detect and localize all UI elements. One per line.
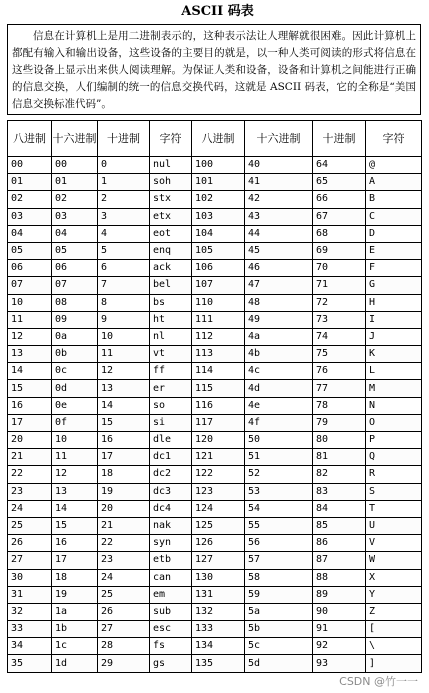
table-row bbox=[8, 483, 422, 500]
table-cell: 25 bbox=[8, 517, 52, 534]
table-cell: soh bbox=[150, 174, 192, 191]
table-cell: 121 bbox=[192, 449, 245, 466]
table-cell: 59 bbox=[245, 586, 313, 603]
table-row bbox=[8, 191, 422, 208]
table-row bbox=[8, 552, 422, 569]
table-cell: 132 bbox=[192, 603, 245, 620]
table-cell: nul bbox=[150, 157, 192, 174]
table-cell: 45 bbox=[245, 242, 313, 259]
table-cell: O bbox=[366, 414, 422, 431]
table-cell: dc1 bbox=[150, 449, 192, 466]
table-row bbox=[8, 328, 422, 345]
table-row bbox=[8, 466, 422, 483]
table-cell: 49 bbox=[245, 311, 313, 328]
table-row bbox=[8, 380, 422, 397]
table-cell: sub bbox=[150, 603, 192, 620]
table-row bbox=[8, 603, 422, 620]
table-cell: nak bbox=[150, 517, 192, 534]
table-cell: 32 bbox=[8, 603, 52, 620]
table-cell: dle bbox=[150, 432, 192, 449]
table-row bbox=[8, 174, 422, 191]
column-header: 十六进制 bbox=[52, 121, 98, 157]
table-cell: 112 bbox=[192, 328, 245, 345]
table-cell: 57 bbox=[245, 552, 313, 569]
table-cell: 93 bbox=[313, 655, 366, 672]
intro-paragraph: 信息在计算机上是用二进制表示的，这种表示法让人理解就很困难。因此计算机上都配有输入和输出设备，这些设备的主要目的就是，以一种人类可阅读的形式将信息在这些设备上显示出来供人阅读理解。为保证人类和设备，设备和计算机之间能进行正确的信息交换，人们编制的统一的信息交换代码，这就是 ASCII 码表，它的全称是“美国信息交换标准代码”。 bbox=[7, 24, 421, 115]
table-cell: 15 bbox=[8, 380, 52, 397]
table-cell: 40 bbox=[245, 157, 313, 174]
table-cell: 83 bbox=[313, 483, 366, 500]
table-cell: 2 bbox=[98, 191, 150, 208]
table-cell: ht bbox=[150, 311, 192, 328]
table-cell: 89 bbox=[313, 586, 366, 603]
table-cell: E bbox=[366, 242, 422, 259]
table-cell: 07 bbox=[8, 277, 52, 294]
table-cell: 16 bbox=[98, 432, 150, 449]
table-cell: N bbox=[366, 397, 422, 414]
table-cell: 15 bbox=[98, 414, 150, 431]
table-cell: 67 bbox=[313, 208, 366, 225]
table-cell: 23 bbox=[8, 483, 52, 500]
table-cell: U bbox=[366, 517, 422, 534]
table-cell: 4a bbox=[245, 328, 313, 345]
table-cell: si bbox=[150, 414, 192, 431]
table-cell: 43 bbox=[245, 208, 313, 225]
table-cell: 73 bbox=[313, 311, 366, 328]
table-cell: 5 bbox=[98, 242, 150, 259]
table-cell: bs bbox=[150, 294, 192, 311]
table-row bbox=[8, 208, 422, 225]
table-cell: er bbox=[150, 380, 192, 397]
table-cell: 74 bbox=[313, 328, 366, 345]
table-cell: 4e bbox=[245, 397, 313, 414]
table-cell: M bbox=[366, 380, 422, 397]
table-cell: 5d bbox=[245, 655, 313, 672]
table-cell: 06 bbox=[8, 260, 52, 277]
table-cell: 04 bbox=[52, 225, 98, 242]
table-cell: 7 bbox=[98, 277, 150, 294]
table-cell: S bbox=[366, 483, 422, 500]
table-cell: enq bbox=[150, 242, 192, 259]
table-cell: T bbox=[366, 500, 422, 517]
table-cell: [ bbox=[366, 621, 422, 638]
table-cell: 03 bbox=[8, 208, 52, 225]
table-cell: 13 bbox=[98, 380, 150, 397]
table-cell: 29 bbox=[98, 655, 150, 672]
table-cell: 31 bbox=[8, 586, 52, 603]
table-cell: 92 bbox=[313, 638, 366, 655]
table-row bbox=[8, 500, 422, 517]
table-cell: 100 bbox=[192, 157, 245, 174]
table-row bbox=[8, 311, 422, 328]
table-cell: dc2 bbox=[150, 466, 192, 483]
table-cell: 12 bbox=[8, 328, 52, 345]
table-cell: 28 bbox=[98, 638, 150, 655]
table-cell: 81 bbox=[313, 449, 366, 466]
table-cell: 102 bbox=[192, 191, 245, 208]
table-cell: @ bbox=[366, 157, 422, 174]
table-cell: 114 bbox=[192, 363, 245, 380]
column-header: 字符 bbox=[150, 121, 192, 157]
table-cell: H bbox=[366, 294, 422, 311]
table-cell: 4 bbox=[98, 225, 150, 242]
table-cell: 47 bbox=[245, 277, 313, 294]
table-cell: ] bbox=[366, 655, 422, 672]
table-cell: 88 bbox=[313, 569, 366, 586]
table-cell: 85 bbox=[313, 517, 366, 534]
table-cell: 3 bbox=[98, 208, 150, 225]
table-cell: eot bbox=[150, 225, 192, 242]
table-cell: 126 bbox=[192, 535, 245, 552]
table-cell: 79 bbox=[313, 414, 366, 431]
table-cell: 51 bbox=[245, 449, 313, 466]
table-cell: stx bbox=[150, 191, 192, 208]
table-cell: 5b bbox=[245, 621, 313, 638]
table-cell: 0c bbox=[52, 363, 98, 380]
table-cell: 27 bbox=[98, 621, 150, 638]
table-cell: 71 bbox=[313, 277, 366, 294]
table-cell: 127 bbox=[192, 552, 245, 569]
table-row bbox=[8, 569, 422, 586]
table-cell: 14 bbox=[98, 397, 150, 414]
table-cell: 1b bbox=[52, 621, 98, 638]
table-row bbox=[8, 242, 422, 259]
table-cell: 105 bbox=[192, 242, 245, 259]
table-cell: 117 bbox=[192, 414, 245, 431]
table-cell: 20 bbox=[98, 500, 150, 517]
table-cell: 107 bbox=[192, 277, 245, 294]
table-cell: 0 bbox=[98, 157, 150, 174]
table-cell: 120 bbox=[192, 432, 245, 449]
table-cell: 14 bbox=[8, 363, 52, 380]
table-cell: 10 bbox=[8, 294, 52, 311]
table-cell: 10 bbox=[52, 432, 98, 449]
table-cell: 25 bbox=[98, 586, 150, 603]
table-row bbox=[8, 294, 422, 311]
table-cell: 134 bbox=[192, 638, 245, 655]
table-cell: 0b bbox=[52, 346, 98, 363]
table-cell: 82 bbox=[313, 466, 366, 483]
table-cell: 1 bbox=[98, 174, 150, 191]
table-cell: 0a bbox=[52, 328, 98, 345]
table-cell: ff bbox=[150, 363, 192, 380]
table-cell: 33 bbox=[8, 621, 52, 638]
table-cell: etb bbox=[150, 552, 192, 569]
table-cell: 24 bbox=[8, 500, 52, 517]
table-cell: 04 bbox=[8, 225, 52, 242]
table-cell: 21 bbox=[98, 517, 150, 534]
table-cell: 56 bbox=[245, 535, 313, 552]
table-cell: \ bbox=[366, 638, 422, 655]
table-cell: 84 bbox=[313, 500, 366, 517]
table-cell: 4b bbox=[245, 346, 313, 363]
table-cell: 01 bbox=[52, 174, 98, 191]
document-title: ASCII 码表 bbox=[181, 4, 254, 19]
table-cell: 68 bbox=[313, 225, 366, 242]
table-cell: 13 bbox=[8, 346, 52, 363]
table-cell: W bbox=[366, 552, 422, 569]
table-cell: 23 bbox=[98, 552, 150, 569]
table-cell: 10 bbox=[98, 328, 150, 345]
table-cell: 14 bbox=[52, 500, 98, 517]
table-cell: 75 bbox=[313, 346, 366, 363]
table-cell: 17 bbox=[52, 552, 98, 569]
table-row bbox=[8, 449, 422, 466]
column-header: 字符 bbox=[366, 121, 422, 157]
table-cell: ack bbox=[150, 260, 192, 277]
table-cell: 106 bbox=[192, 260, 245, 277]
table-cell: 54 bbox=[245, 500, 313, 517]
table-row bbox=[8, 414, 422, 431]
table-cell: G bbox=[366, 277, 422, 294]
table-cell: 06 bbox=[52, 260, 98, 277]
table-cell: 41 bbox=[245, 174, 313, 191]
table-cell: 11 bbox=[52, 449, 98, 466]
table-cell: so bbox=[150, 397, 192, 414]
table-cell: vt bbox=[150, 346, 192, 363]
table-cell: 48 bbox=[245, 294, 313, 311]
table-cell: 11 bbox=[8, 311, 52, 328]
table-row bbox=[8, 432, 422, 449]
table-row bbox=[8, 225, 422, 242]
table-cell: 1d bbox=[52, 655, 98, 672]
table-cell: 1a bbox=[52, 603, 98, 620]
table-cell: 4d bbox=[245, 380, 313, 397]
table-row bbox=[8, 638, 422, 655]
column-header: 十六进制 bbox=[245, 121, 313, 157]
document bbox=[7, 0, 428, 693]
table-cell: L bbox=[366, 363, 422, 380]
table-row bbox=[8, 586, 422, 603]
table-cell: 135 bbox=[192, 655, 245, 672]
table-cell: J bbox=[366, 328, 422, 345]
table-cell: 20 bbox=[8, 432, 52, 449]
table-cell: F bbox=[366, 260, 422, 277]
table-cell: D bbox=[366, 225, 422, 242]
table-cell: Q bbox=[366, 449, 422, 466]
ascii-table bbox=[7, 120, 422, 673]
table-cell: 01 bbox=[8, 174, 52, 191]
table-cell: 19 bbox=[98, 483, 150, 500]
table-cell: 0e bbox=[52, 397, 98, 414]
table-row bbox=[8, 157, 422, 174]
table-cell: 44 bbox=[245, 225, 313, 242]
table-row bbox=[8, 363, 422, 380]
table-cell: 4f bbox=[245, 414, 313, 431]
table-cell: 1c bbox=[52, 638, 98, 655]
column-header: 八进制 bbox=[8, 121, 52, 157]
table-cell: 66 bbox=[313, 191, 366, 208]
table-row bbox=[8, 277, 422, 294]
table-cell: 13 bbox=[52, 483, 98, 500]
column-header: 八进制 bbox=[192, 121, 245, 157]
table-row bbox=[8, 517, 422, 534]
table-cell: 124 bbox=[192, 500, 245, 517]
table-cell: 70 bbox=[313, 260, 366, 277]
table-cell: 34 bbox=[8, 638, 52, 655]
table-cell: 64 bbox=[313, 157, 366, 174]
table-cell: 58 bbox=[245, 569, 313, 586]
table-cell: 22 bbox=[8, 466, 52, 483]
column-header: 十进制 bbox=[98, 121, 150, 157]
table-cell: 02 bbox=[52, 191, 98, 208]
table-cell: 110 bbox=[192, 294, 245, 311]
table-cell: 130 bbox=[192, 569, 245, 586]
table-cell: 103 bbox=[192, 208, 245, 225]
table-cell: V bbox=[366, 535, 422, 552]
table-cell: 19 bbox=[52, 586, 98, 603]
table-header-row bbox=[8, 121, 422, 157]
table-cell: dc4 bbox=[150, 500, 192, 517]
table-cell: 16 bbox=[8, 397, 52, 414]
table-cell: Z bbox=[366, 603, 422, 620]
table-cell: em bbox=[150, 586, 192, 603]
table-cell: 18 bbox=[52, 569, 98, 586]
table-cell: dc3 bbox=[150, 483, 192, 500]
table-cell: 4c bbox=[245, 363, 313, 380]
table-cell: 53 bbox=[245, 483, 313, 500]
table-row bbox=[8, 535, 422, 552]
table-cell: 15 bbox=[52, 517, 98, 534]
table-cell: 116 bbox=[192, 397, 245, 414]
table-cell: 52 bbox=[245, 466, 313, 483]
table-cell: 07 bbox=[52, 277, 98, 294]
table-cell: 131 bbox=[192, 586, 245, 603]
table-cell: 50 bbox=[245, 432, 313, 449]
table-cell: 8 bbox=[98, 294, 150, 311]
table-cell: 122 bbox=[192, 466, 245, 483]
table-cell: 90 bbox=[313, 603, 366, 620]
table-cell: 125 bbox=[192, 517, 245, 534]
table-cell: 0d bbox=[52, 380, 98, 397]
table-cell: 46 bbox=[245, 260, 313, 277]
table-cell: 17 bbox=[98, 449, 150, 466]
table-cell: 42 bbox=[245, 191, 313, 208]
table-cell: 80 bbox=[313, 432, 366, 449]
table-cell: 12 bbox=[52, 466, 98, 483]
table-cell: C bbox=[366, 208, 422, 225]
table-cell: 55 bbox=[245, 517, 313, 534]
column-header: 十进制 bbox=[313, 121, 366, 157]
table-cell: 78 bbox=[313, 397, 366, 414]
table-cell: X bbox=[366, 569, 422, 586]
table-cell: syn bbox=[150, 535, 192, 552]
table-cell: 30 bbox=[8, 569, 52, 586]
table-cell: 123 bbox=[192, 483, 245, 500]
table-cell: 09 bbox=[52, 311, 98, 328]
table-cell: 113 bbox=[192, 346, 245, 363]
table-cell: 76 bbox=[313, 363, 366, 380]
table-row bbox=[8, 655, 422, 672]
table-cell: 12 bbox=[98, 363, 150, 380]
table-cell: 5c bbox=[245, 638, 313, 655]
table-cell: bel bbox=[150, 277, 192, 294]
table-cell: Y bbox=[366, 586, 422, 603]
table-cell: 0f bbox=[52, 414, 98, 431]
table-cell: 77 bbox=[313, 380, 366, 397]
table-cell: 87 bbox=[313, 552, 366, 569]
table-row bbox=[8, 397, 422, 414]
table-cell: 72 bbox=[313, 294, 366, 311]
table-cell: etx bbox=[150, 208, 192, 225]
table-cell: 101 bbox=[192, 174, 245, 191]
table-cell: R bbox=[366, 466, 422, 483]
table-cell: gs bbox=[150, 655, 192, 672]
table-cell: 35 bbox=[8, 655, 52, 672]
table-cell: 05 bbox=[8, 242, 52, 259]
table-cell: B bbox=[366, 191, 422, 208]
table-cell: 5a bbox=[245, 603, 313, 620]
table-cell: 9 bbox=[98, 311, 150, 328]
table-cell: A bbox=[366, 174, 422, 191]
table-cell: 08 bbox=[52, 294, 98, 311]
table-cell: can bbox=[150, 569, 192, 586]
table-cell: K bbox=[366, 346, 422, 363]
table-cell: 26 bbox=[8, 535, 52, 552]
table-cell: P bbox=[366, 432, 422, 449]
table-cell: 65 bbox=[313, 174, 366, 191]
table-cell: 00 bbox=[8, 157, 52, 174]
table-cell: I bbox=[366, 311, 422, 328]
table-cell: 16 bbox=[52, 535, 98, 552]
table-cell: 27 bbox=[8, 552, 52, 569]
table-cell: 26 bbox=[98, 603, 150, 620]
table-cell: nl bbox=[150, 328, 192, 345]
table-cell: 02 bbox=[8, 191, 52, 208]
table-cell: esc bbox=[150, 621, 192, 638]
table-row bbox=[8, 260, 422, 277]
table-cell: 05 bbox=[52, 242, 98, 259]
table-cell: 104 bbox=[192, 225, 245, 242]
table-cell: 24 bbox=[98, 569, 150, 586]
table-cell: fs bbox=[150, 638, 192, 655]
table-cell: 133 bbox=[192, 621, 245, 638]
table-cell: 00 bbox=[52, 157, 98, 174]
table-row bbox=[8, 621, 422, 638]
table-cell: 6 bbox=[98, 260, 150, 277]
table-cell: 91 bbox=[313, 621, 366, 638]
table-cell: 115 bbox=[192, 380, 245, 397]
table-cell: 03 bbox=[52, 208, 98, 225]
table-cell: 18 bbox=[98, 466, 150, 483]
table-row bbox=[8, 346, 422, 363]
table-cell: 69 bbox=[313, 242, 366, 259]
table-cell: 86 bbox=[313, 535, 366, 552]
table-cell: 17 bbox=[8, 414, 52, 431]
table-cell: 11 bbox=[98, 346, 150, 363]
watermark: CSDN @竹一一 bbox=[339, 675, 418, 688]
table-cell: 21 bbox=[8, 449, 52, 466]
table-cell: 22 bbox=[98, 535, 150, 552]
table-cell: 111 bbox=[192, 311, 245, 328]
